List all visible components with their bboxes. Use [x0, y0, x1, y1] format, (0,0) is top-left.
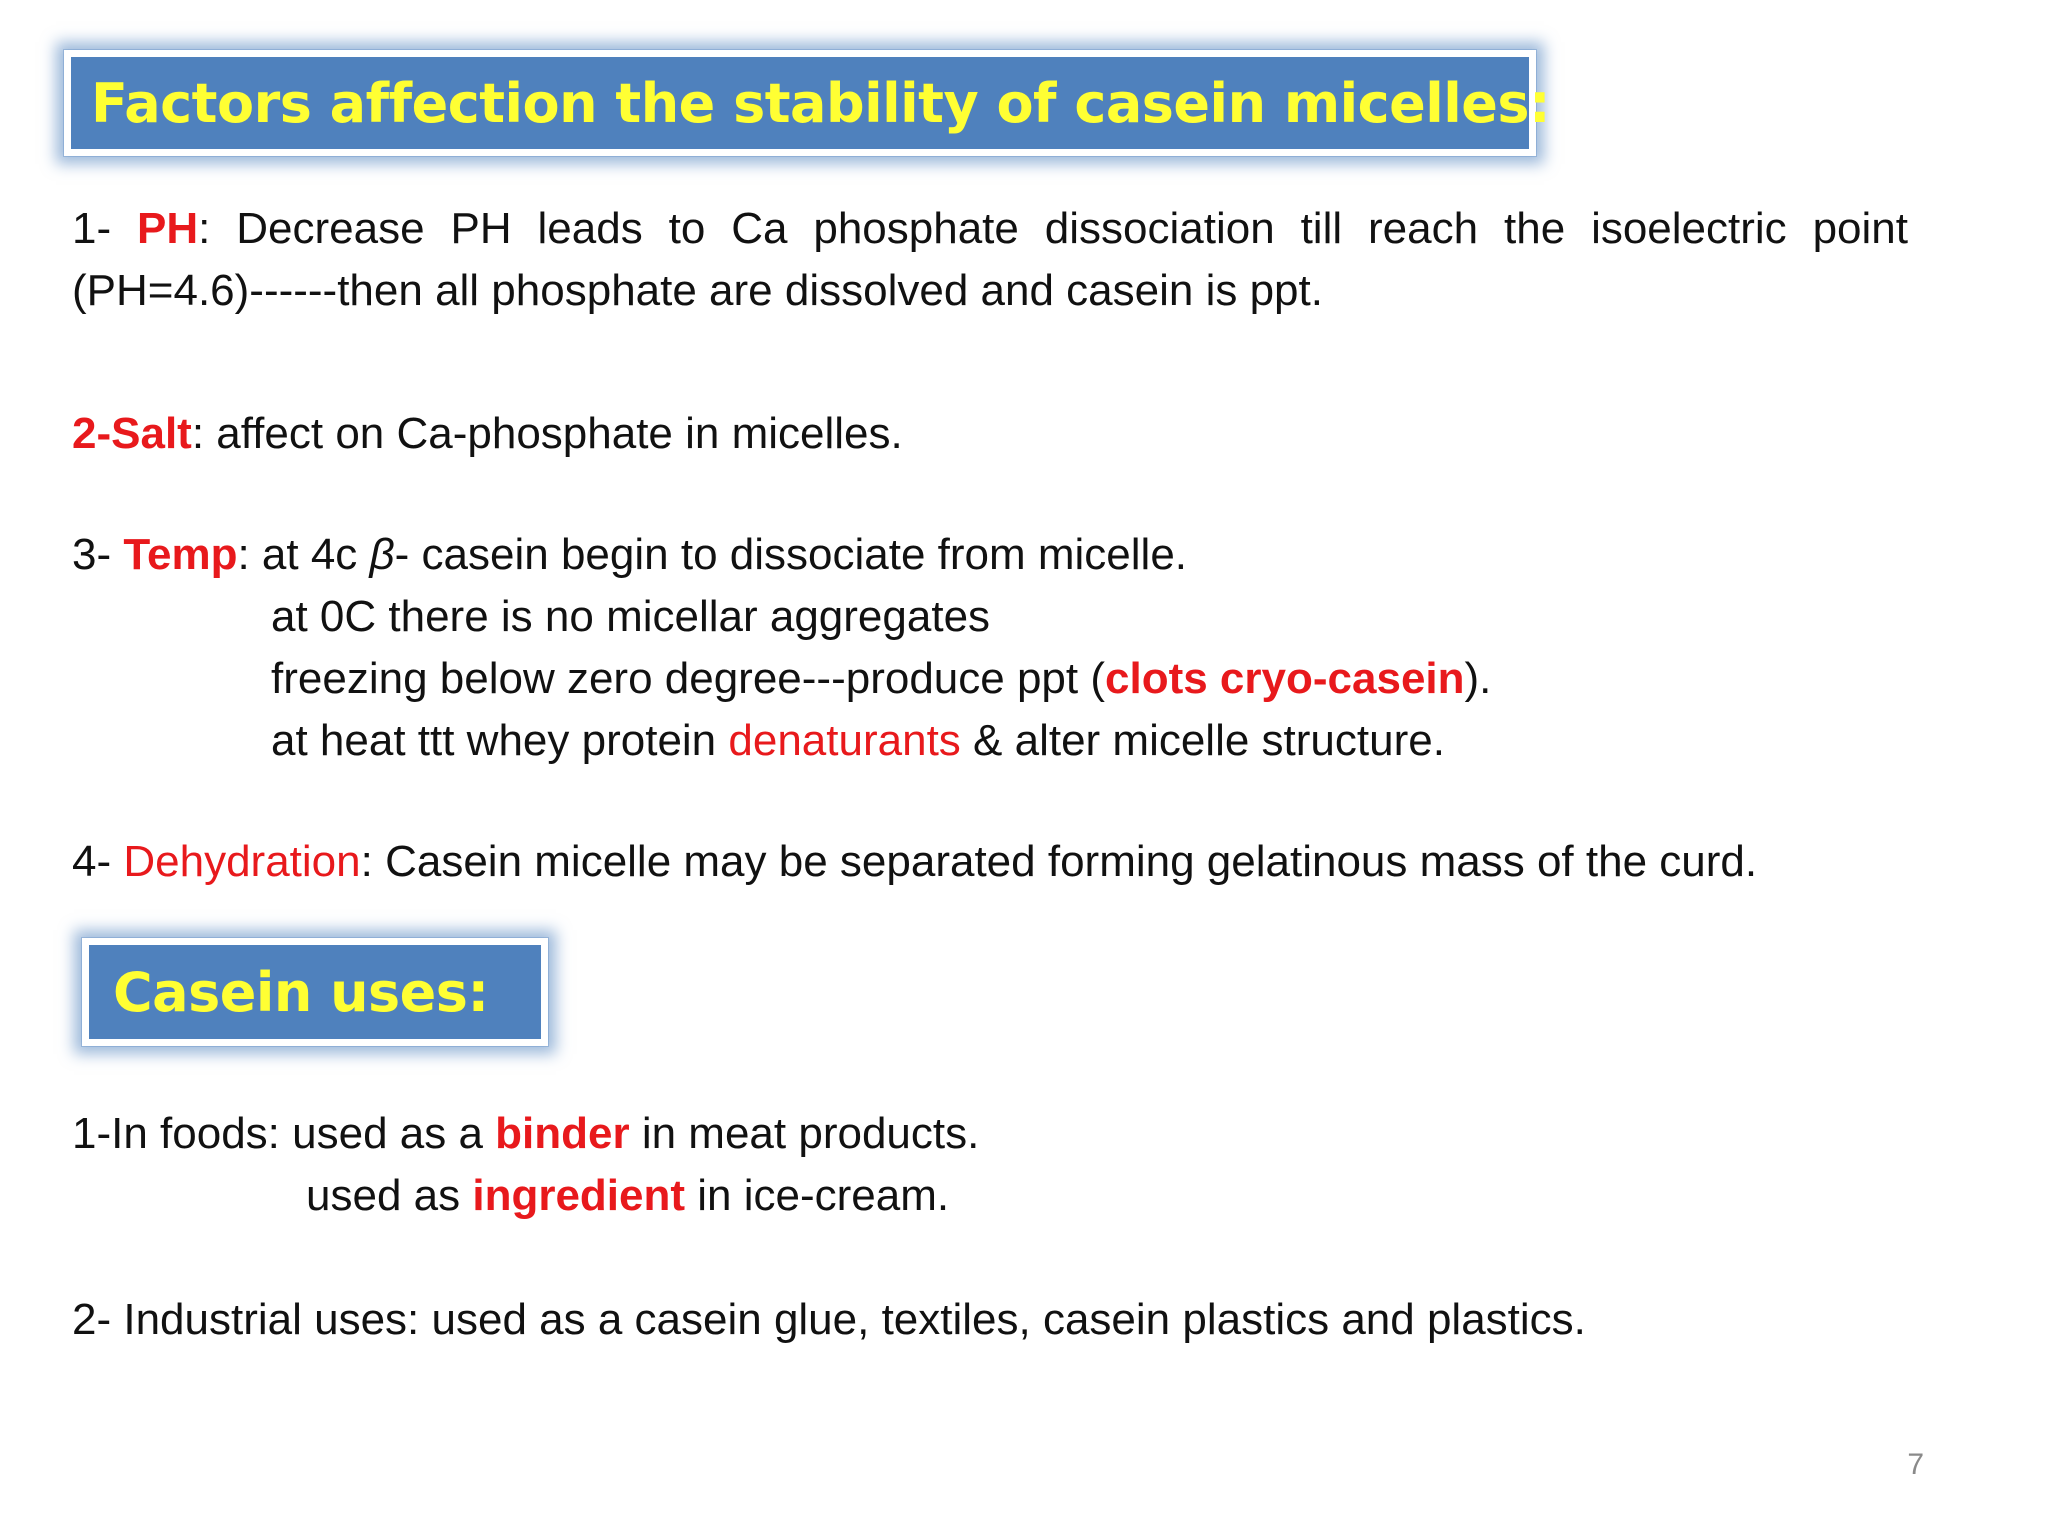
keyword-ph: PH — [137, 204, 199, 253]
factor-temp — [72, 524, 1491, 772]
use-foods — [72, 1103, 979, 1227]
page-number: 7 — [1907, 1448, 1924, 1481]
uses-title: Casein uses: — [113, 960, 489, 1024]
keyword-clots-cryo-casein: clots cryo-casein — [1105, 654, 1465, 703]
factor-salt: 2-Salt: affect on Ca-phosphate in micelles. — [72, 409, 903, 458]
uses-title-box — [82, 938, 548, 1046]
keyword-ingredient: ingredient — [472, 1171, 686, 1220]
keyword-dehydration: Dehydration — [123, 837, 361, 886]
factor-temp-line1: 3- Temp: at 4c β- casein begin to dissociate from micelle. — [72, 530, 1188, 579]
factor-ph — [72, 198, 1908, 322]
use-foods-line2: used as ingredient in ice-cream. — [306, 1171, 950, 1220]
factor-temp-line2: at 0C there is no micellar aggregates — [271, 592, 991, 641]
keyword-denaturants: denaturants — [728, 716, 961, 765]
slide-title: Factors affection the stability of casein micelles: — [91, 71, 1551, 135]
factor-ph-line2: (PH=4.6)------then all phosphate are dissolved and casein is ppt. — [72, 266, 1323, 315]
keyword-salt: 2-Salt — [72, 409, 192, 458]
keyword-binder: binder — [495, 1109, 630, 1158]
use-industrial: 2- Industrial uses: used as a casein glue, textiles, casein plastics and plastics. — [72, 1295, 1586, 1344]
title-box — [64, 50, 1551, 156]
factor-temp-line3: freezing below zero degree---produce ppt (clots cryo-casein). — [271, 654, 1492, 703]
factor-dehydration: 4- Dehydration: Casein micelle may be separated forming gelatinous mass of the curd. — [72, 837, 1758, 886]
factor-ph-line1: 1- PH: Decrease PH leads to Ca phosphate dissociation till reach the isoelectric point — [72, 204, 1908, 253]
use-foods-line1: 1-In foods: used as a binder in meat products. — [72, 1109, 980, 1158]
beta-symbol: β — [369, 530, 395, 579]
keyword-temp: Temp — [123, 530, 238, 579]
factor-temp-line4: at heat ttt whey protein denaturants & alter micelle structure. — [271, 716, 1445, 765]
